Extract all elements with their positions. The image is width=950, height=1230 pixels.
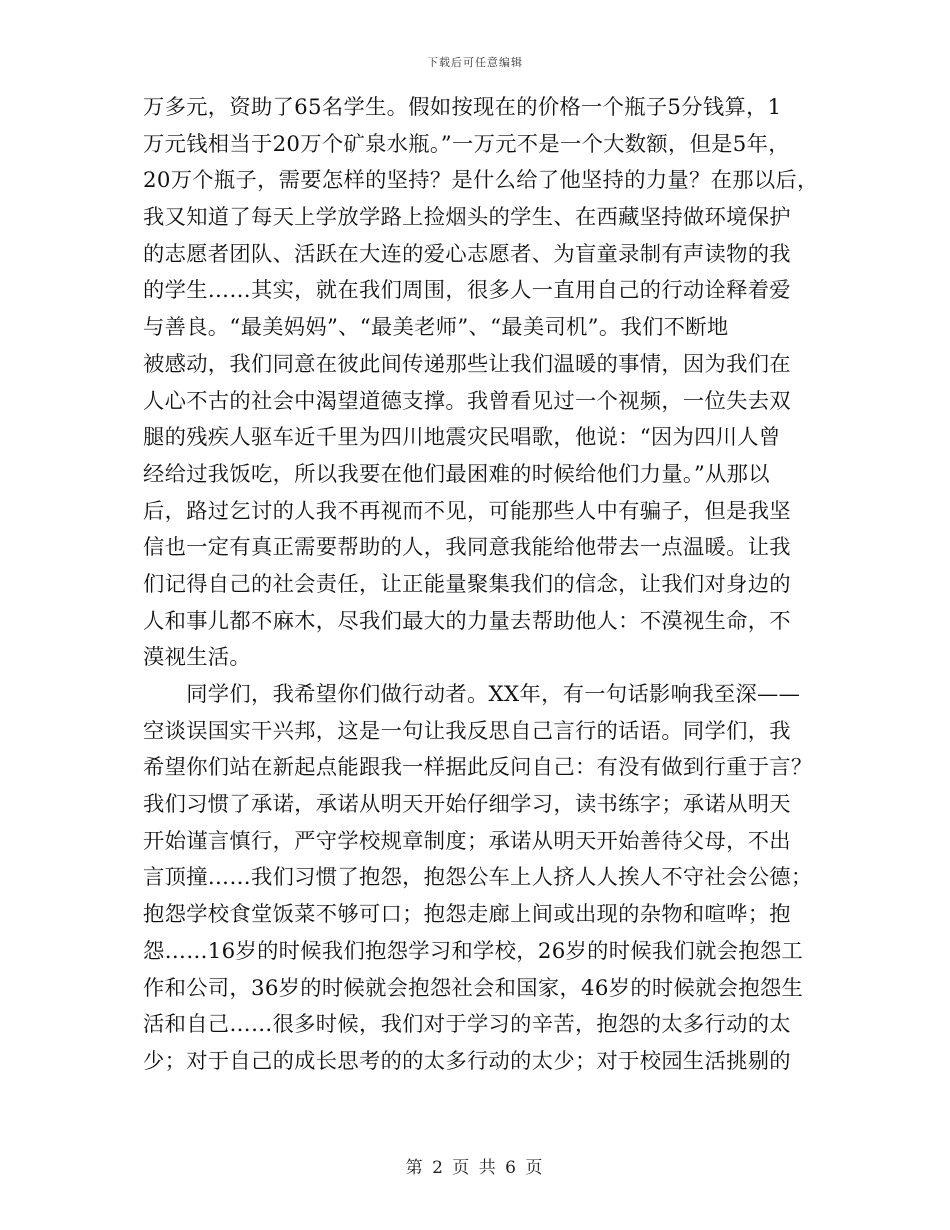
text-line: 与善良。“最美妈妈”、“最美老师”、“最美司机”。我们不断地 xyxy=(143,315,729,341)
text-line: 抱怨学校食堂饭菜不够可口；抱怨走廊上间或出现的杂物和喧哗；抱 xyxy=(143,902,791,928)
text-line: 少；对于自己的成长思考的的太多行动的太少；对于校园生活挑剔的 xyxy=(143,1048,791,1074)
text-line: 开始谨言慎行，严守学校规章制度；承诺从明天开始善待父母，不出 xyxy=(143,828,791,854)
text-line: 经给过我饭吃，所以我要在他们最困难的时候给他们力量。”从那以 xyxy=(143,461,770,487)
text-line: 我又知道了每天上学放学路上捡烟头的学生、在西藏坚持做环境保护 xyxy=(143,205,791,231)
text-line: 同学们，我希望你们做行动者。XX年，有一句话影响我至深—— xyxy=(143,682,801,707)
text-line: 后，路过乞讨的人我不再视而不见，可能那些人中有骗子，但是我坚 xyxy=(143,498,791,524)
text-line: 被感动，我们同意在彼此间传递那些让我们温暖的事情，因为我们在 xyxy=(143,351,791,377)
page-number-footer: 第 2 页 共 6 页 xyxy=(405,1158,545,1178)
text-line: 作和公司，36岁的时候就会抱怨社会和国家，46岁的时候就会抱怨生 xyxy=(143,975,804,1001)
text-line: 漠视生活。 xyxy=(143,645,251,671)
text-line: 我们习惯了承诺，承诺从明天开始仔细学习，读书练字；承诺从明天 xyxy=(143,792,791,818)
text-line: 腿的残疾人驱车近千里为四川地震灾民唱歌，他说：“因为四川人曾 xyxy=(143,425,781,451)
text-line: 万元钱相当于20万个矿泉水瓶。”一万元不是一个大数额，但是5年， xyxy=(143,131,790,157)
text-line: 希望你们站在新起点能跟我一样据此反问自己：有没有做到行重于言？ xyxy=(143,755,813,781)
page-header-note: 下载后可任意编辑 xyxy=(427,56,523,69)
text-line: 空谈误国实干兴邦，这是一句让我反思自己言行的话语。同学们，我 xyxy=(143,718,791,744)
text-line: 人心不古的社会中渴望道德支撑。我曾看见过一个视频，一位失去双 xyxy=(143,388,791,414)
document-body xyxy=(143,90,819,1081)
text-line: 万多元，资助了65名学生。假如按现在的价格一个瓶子5分钱算，1 xyxy=(143,95,782,120)
text-line: 的学生……其实，就在我们周围，很多人一直用自己的行动诠释着爱 xyxy=(143,278,791,304)
text-line: 活和自己……很多时候，我们对于学习的辛苦，抱怨的太多行动的太 xyxy=(143,1012,791,1038)
text-line: 的志愿者团队、活跃在大连的爱心志愿者、为盲童录制有声读物的我 xyxy=(143,241,791,267)
text-line: 们记得自己的社会责任，让正能量聚集我们的信念，让我们对身边的 xyxy=(143,571,791,597)
text-line: 20万个瓶子，需要怎样的坚持？是什么给了他坚持的力量？在那以后， xyxy=(143,168,819,194)
text-line: 言顶撞……我们习惯了抱怨，抱怨公车上人挤人人挨人不守社会公德； xyxy=(143,865,813,891)
text-line: 人和事儿都不麻木，尽我们最大的力量去帮助他人：不漠视生命，不 xyxy=(143,608,791,634)
text-line: 信也一定有真正需要帮助的人，我同意我能给他带去一点温暖。让我 xyxy=(143,535,791,561)
text-line: 怨……16岁的时候我们抱怨学习和学校，26岁的时候我们就会抱怨工 xyxy=(143,938,804,964)
